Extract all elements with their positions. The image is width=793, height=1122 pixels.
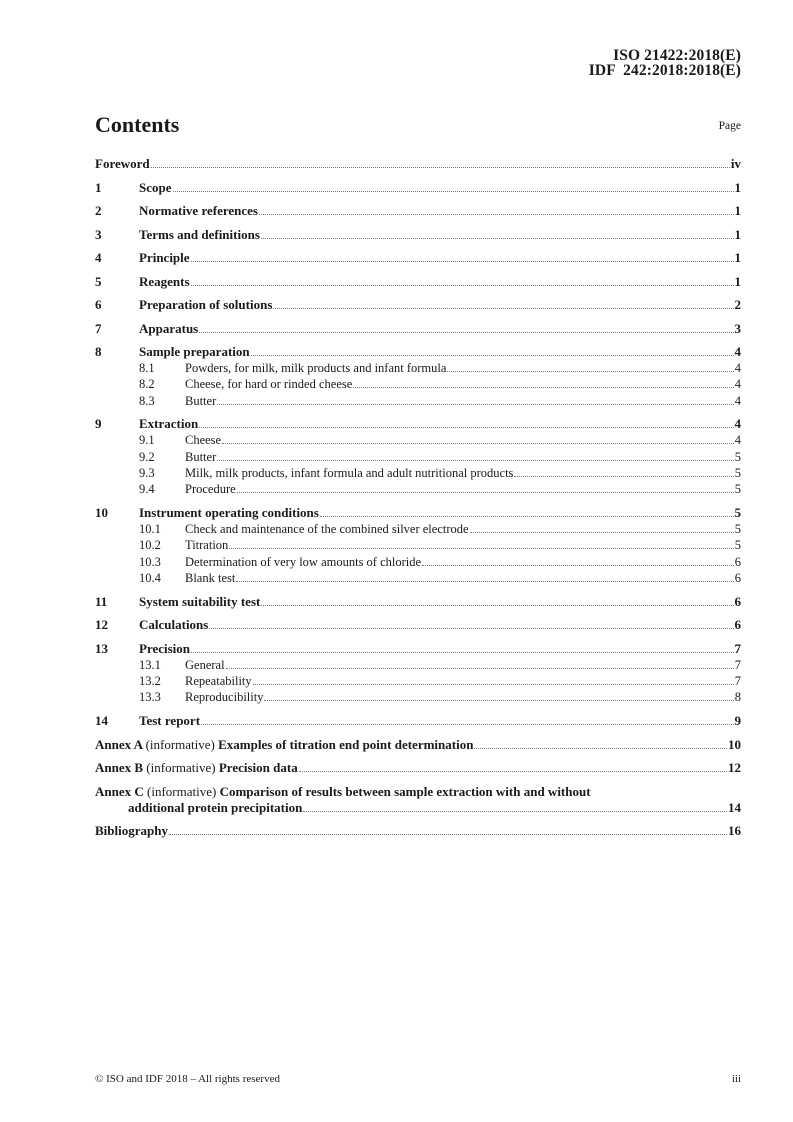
- dot-leader: [261, 238, 734, 239]
- toc-entry-title: Powders, for milk, milk products and infant formula: [185, 361, 447, 375]
- toc-entry-page: 6: [734, 617, 741, 633]
- toc-entry-page: iv: [730, 156, 741, 171]
- toc-entry[interactable]: [95, 617, 741, 633]
- toc-entry-title: Terms and definitions: [139, 226, 260, 242]
- toc-entry[interactable]: [95, 393, 741, 409]
- dot-leader: [236, 581, 733, 582]
- toc-entry-page: 3: [734, 320, 741, 336]
- toc-entry-title: Calculations: [139, 617, 209, 633]
- toc-entry-number: 10.2: [139, 538, 161, 553]
- toc-entry[interactable]: [95, 250, 741, 266]
- toc-entry[interactable]: [95, 737, 741, 753]
- toc-entry-number: 8.1: [139, 361, 155, 375]
- toc-entry-page: 5: [734, 449, 741, 464]
- toc-entry-number: 13: [95, 640, 108, 656]
- toc-entry-title: Bibliography: [95, 823, 168, 839]
- toc-entry-page: 6: [734, 593, 741, 609]
- toc-entry-title: Procedure: [185, 482, 236, 497]
- toc-entry-page: 8: [734, 690, 741, 705]
- toc-entry-page: 5: [734, 465, 741, 480]
- toc-entry-title: Reagents: [139, 273, 190, 289]
- toc-entry[interactable]: [95, 465, 741, 481]
- toc-entry[interactable]: [95, 156, 741, 172]
- toc-entry[interactable]: [95, 297, 741, 313]
- dot-leader: [169, 834, 727, 835]
- toc-entry-title: Butter: [185, 449, 217, 464]
- toc-entry-page: 7: [734, 657, 741, 672]
- dot-leader: [191, 652, 733, 653]
- toc-entry-page: 5: [734, 482, 741, 497]
- toc-entry-title: Extraction: [139, 416, 199, 432]
- dot-leader: [217, 404, 734, 405]
- toc-entry[interactable]: [95, 594, 741, 610]
- toc-entry[interactable]: [95, 689, 741, 705]
- toc-entry-title: Instrument operating conditions: [139, 505, 319, 521]
- toc-entry-informative: (informative): [147, 783, 217, 799]
- toc-entry-title: Apparatus: [139, 320, 199, 336]
- dot-leader: [199, 427, 733, 428]
- toc-entry-page: 4: [734, 433, 741, 448]
- toc-entry[interactable]: [95, 505, 741, 521]
- toc-entry-heading: [95, 760, 298, 776]
- toc-entry-page: 4: [734, 377, 741, 392]
- toc-entry-number: 1: [95, 179, 102, 195]
- toc-entry-page: 5: [734, 538, 741, 553]
- toc-entry-number: 8.2: [139, 377, 155, 392]
- page-column-label: Page: [718, 120, 741, 132]
- toc-entry-page: 1: [734, 250, 741, 265]
- toc-entry-number: 12: [95, 617, 108, 633]
- dot-leader: [299, 771, 727, 772]
- toc-entry[interactable]: [95, 641, 741, 657]
- toc-entry-number: 5: [95, 273, 102, 289]
- toc-entry-title: Determination of very low amounts of chloride: [185, 554, 422, 569]
- toc-entry[interactable]: [95, 570, 741, 586]
- table-of-contents: [95, 156, 741, 839]
- toc-entry[interactable]: [95, 360, 741, 376]
- toc-entry-number: 2: [95, 203, 102, 218]
- toc-entry-page: 12: [728, 760, 741, 776]
- toc-entry-page: 5: [734, 522, 741, 537]
- toc-entry-title: Cheese, for hard or rinded cheese: [185, 377, 353, 392]
- toc-entry-number: 10.4: [139, 570, 161, 585]
- toc-entry-number: Annex A: [95, 736, 143, 752]
- toc-entry[interactable]: [95, 673, 741, 689]
- toc-entry[interactable]: [95, 537, 741, 553]
- toc-entry-title: Milk, milk products, infant formula and adult nutritional products: [185, 465, 514, 480]
- dot-leader: [151, 167, 730, 168]
- toc-entry-title: Butter: [185, 393, 217, 408]
- dot-leader: [447, 371, 733, 372]
- dot-leader: [261, 605, 733, 606]
- toc-entry-title: Blank test: [185, 570, 236, 585]
- dot-leader: [422, 565, 734, 566]
- document-header: [589, 48, 741, 78]
- toc-entry-page: 2: [734, 297, 741, 312]
- toc-entry-title: General: [185, 657, 225, 672]
- toc-entry-page: 14: [728, 799, 741, 815]
- toc-entry-page: 4: [734, 393, 741, 408]
- toc-entry-title: Principle: [139, 250, 190, 265]
- toc-entry-number: 9: [95, 416, 102, 432]
- toc-entry-page: 16: [728, 823, 741, 839]
- page-title: Contents: [95, 112, 180, 137]
- toc-entry-number: 10.3: [139, 554, 161, 569]
- dot-leader: [514, 476, 733, 477]
- toc-entry-title: Cheese: [185, 433, 222, 448]
- toc-entry[interactable]: [95, 554, 741, 570]
- dot-leader: [253, 684, 734, 685]
- toc-entry-page: 4: [734, 361, 741, 375]
- dot-leader: [199, 332, 733, 333]
- toc-entry[interactable]: [95, 713, 741, 729]
- toc-entry[interactable]: [95, 449, 741, 465]
- page-number: iii: [731, 1073, 741, 1085]
- toc-entry-number: 10: [95, 505, 108, 521]
- dot-leader: [191, 261, 734, 262]
- toc-entry-number: 13.2: [139, 674, 161, 689]
- header-idf-number: IDF 242:2018:2018(E): [588, 62, 741, 79]
- toc-entry-page: 7: [734, 674, 741, 689]
- toc-entry-heading: [95, 737, 473, 753]
- toc-entry-number: Annex C: [95, 783, 144, 799]
- toc-entry[interactable]: [95, 481, 741, 497]
- toc-entry-title: Sample preparation: [139, 344, 250, 359]
- toc-entry-line: [95, 784, 741, 800]
- toc-entry-page: 1: [734, 226, 741, 242]
- toc-entry-title: Examples of titration end point determination: [218, 736, 474, 752]
- toc-entry-title: System suitability test: [139, 593, 261, 609]
- toc-entry[interactable]: [95, 432, 741, 448]
- page-footer: [95, 1073, 741, 1085]
- toc-entry[interactable]: [95, 321, 741, 337]
- toc-entry-title: Precision data: [218, 760, 298, 776]
- toc-entry-title: Normative references: [139, 203, 258, 218]
- toc-entry-number: 8: [95, 344, 102, 359]
- toc-entry-title: Check and maintenance of the combined silver electrode: [185, 522, 469, 537]
- toc-entry-number: 14: [95, 713, 108, 729]
- toc-entry[interactable]: [95, 344, 741, 360]
- dot-leader: [173, 191, 734, 192]
- toc-entry-number: Annex B: [95, 760, 144, 776]
- toc-entry-title: Precision: [139, 640, 191, 656]
- dot-leader: [320, 516, 734, 517]
- toc-entry-title: Scope: [139, 179, 172, 195]
- toc-entry-page: 4: [734, 344, 741, 359]
- toc-entry-title: Titration: [185, 538, 229, 553]
- dot-leader: [474, 748, 727, 749]
- toc-entry-page: 6: [734, 570, 741, 585]
- header-iso-number: ISO 21422:2018(E): [613, 47, 741, 64]
- toc-entry-page: 9: [734, 713, 741, 729]
- toc-entry-number: 6: [95, 297, 102, 312]
- copyright-notice: © ISO and IDF 2018 – All rights reserved: [95, 1073, 280, 1085]
- toc-entry-page: 5: [734, 505, 741, 521]
- toc-entry-number: 11: [95, 593, 108, 609]
- dot-leader: [259, 214, 734, 215]
- dot-leader: [470, 532, 734, 533]
- toc-entry-page: 4: [734, 416, 741, 432]
- dot-leader: [303, 811, 727, 812]
- toc-entry[interactable]: [95, 521, 741, 537]
- toc-entry-number: 3: [95, 226, 102, 242]
- dot-leader: [237, 492, 734, 493]
- toc-entry-page: 7: [734, 640, 741, 656]
- toc-entry-line: [95, 800, 741, 816]
- toc-entry-number: 13.3: [139, 690, 161, 705]
- toc-entry-title: Repeatability: [185, 674, 252, 689]
- toc-entry-page: 1: [734, 273, 741, 289]
- dot-leader: [201, 724, 733, 725]
- toc-entry-number: 8.3: [139, 393, 155, 408]
- dot-leader: [226, 668, 734, 669]
- toc-entry-informative: (informative): [146, 760, 216, 776]
- toc-entry-page: 1: [734, 203, 741, 218]
- toc-entry-page: 6: [734, 554, 741, 569]
- dot-leader: [264, 700, 733, 701]
- toc-entry[interactable]: [95, 657, 741, 673]
- toc-entry-title: Foreword: [95, 156, 150, 171]
- toc-entry-number: 9.3: [139, 465, 155, 480]
- toc-entry[interactable]: [95, 203, 741, 219]
- dot-leader: [251, 355, 734, 356]
- toc-entry-number: 9.1: [139, 433, 155, 448]
- toc-entry[interactable]: [95, 823, 741, 839]
- toc-entry[interactable]: [95, 227, 741, 243]
- toc-entry-page: 1: [734, 179, 741, 195]
- dot-leader: [222, 443, 734, 444]
- toc-entry-title-continued: additional protein precipitation: [128, 799, 303, 815]
- toc-entry-title: Preparation of solutions: [139, 297, 273, 312]
- toc-entry[interactable]: [95, 784, 741, 816]
- toc-entry-number: 13.1: [139, 657, 161, 672]
- toc-entry-title: Comparison of results between sample extraction with and without: [219, 783, 591, 799]
- toc-entry-informative: (informative): [145, 736, 215, 752]
- toc-entry-number: 9.4: [139, 482, 155, 497]
- toc-entry-page: 10: [728, 736, 741, 752]
- toc-entry[interactable]: [95, 274, 741, 290]
- toc-entry[interactable]: [95, 376, 741, 392]
- dot-leader: [191, 285, 734, 286]
- toc-entry-title: Reproducibility: [185, 690, 264, 705]
- toc-entry-number: 7: [95, 320, 102, 336]
- toc-entry-number: 10.1: [139, 522, 161, 537]
- dot-leader: [273, 308, 733, 309]
- dot-leader: [209, 628, 733, 629]
- dot-leader: [217, 460, 734, 461]
- toc-entry-number: 9.2: [139, 449, 155, 464]
- dot-leader: [353, 387, 733, 388]
- toc-entry[interactable]: [95, 180, 741, 196]
- toc-entry[interactable]: [95, 760, 741, 776]
- dot-leader: [229, 548, 733, 549]
- toc-entry-number: 4: [95, 250, 102, 265]
- toc-entry-title: Test report: [139, 713, 201, 729]
- toc-entry[interactable]: [95, 416, 741, 432]
